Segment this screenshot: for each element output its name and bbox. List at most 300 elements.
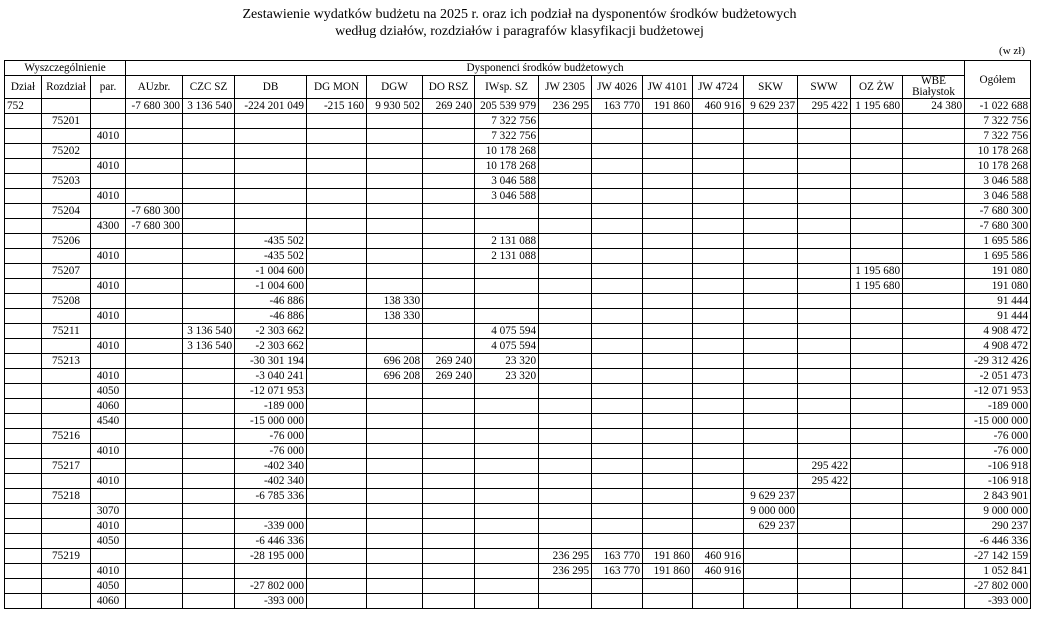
total-cell: 191 080 [965,279,1031,294]
value-cell [539,444,592,459]
value-cell [367,504,423,519]
value-cell [851,144,903,159]
value-cell [851,294,903,309]
value-cell [367,534,423,549]
value-cell [903,459,965,474]
value-cell [903,279,965,294]
value-cell [475,399,539,414]
value-cell [851,204,903,219]
value-cell [235,504,307,519]
value-cell: -435 502 [235,234,307,249]
value-cell [903,204,965,219]
rozdzial-cell [42,219,91,234]
value-cell [307,189,367,204]
total-cell: -29 312 426 [965,354,1031,369]
value-cell [423,519,475,534]
value-cell [183,354,235,369]
paragraph-cell [91,204,126,219]
value-cell [851,189,903,204]
value-cell [592,114,643,129]
value-cell [539,264,592,279]
table-row [5,429,1031,444]
value-cell [851,309,903,324]
rozdzial-cell [42,594,91,609]
value-cell [592,444,643,459]
dzial-cell [5,414,42,429]
dispenser-header: OZ ŻW [851,76,903,99]
value-cell [693,414,744,429]
value-cell [183,159,235,174]
dzial-cell: 752 [5,99,42,114]
value-cell [592,219,643,234]
table-header [5,61,1031,99]
total-cell: -1 022 688 [965,99,1031,114]
value-cell [798,384,851,399]
value-cell [307,414,367,429]
value-cell [475,474,539,489]
value-cell [126,474,183,489]
table-body [5,99,1031,609]
value-cell: 295 422 [798,459,851,474]
value-cell [183,309,235,324]
value-cell [592,459,643,474]
dzial-cell [5,234,42,249]
value-cell: 191 860 [643,549,693,564]
value-cell [592,414,643,429]
rozdzial-cell [42,564,91,579]
paragraph-cell: 4010 [91,444,126,459]
value-cell [744,549,798,564]
total-cell: 3 046 588 [965,189,1031,204]
table-row [5,594,1031,609]
value-cell [903,264,965,279]
value-cell: 1 195 680 [851,264,903,279]
rozdzial-cell [42,369,91,384]
value-cell [744,234,798,249]
value-cell [183,234,235,249]
value-cell [744,354,798,369]
value-cell [903,309,965,324]
value-cell [592,294,643,309]
value-cell [643,324,693,339]
table-row [5,534,1031,549]
value-cell [851,399,903,414]
value-cell [744,264,798,279]
value-cell [235,144,307,159]
total-cell: -12 071 953 [965,384,1031,399]
value-cell [539,189,592,204]
value-cell: 3 136 540 [183,324,235,339]
value-cell [423,474,475,489]
value-cell [307,294,367,309]
value-cell [183,204,235,219]
value-cell [475,279,539,294]
value-cell [423,159,475,174]
value-cell: 7 322 756 [475,114,539,129]
value-cell [307,339,367,354]
table-row [5,309,1031,324]
value-cell [539,159,592,174]
value-cell [126,579,183,594]
value-cell [235,564,307,579]
value-cell [126,549,183,564]
value-cell [851,549,903,564]
value-cell: 236 295 [539,99,592,114]
value-cell [539,144,592,159]
value-cell [126,174,183,189]
value-cell [423,594,475,609]
paragraph-cell: 4060 [91,594,126,609]
value-cell [539,324,592,339]
value-cell [903,339,965,354]
value-cell [183,579,235,594]
paragraph-cell [91,234,126,249]
value-cell: 191 860 [643,564,693,579]
table-row [5,519,1031,534]
dzial-cell [5,144,42,159]
value-cell [744,294,798,309]
total-cell: -7 680 300 [965,204,1031,219]
value-cell [592,189,643,204]
dispenser-header: IWsp. SZ [475,76,539,99]
header-row-1 [5,61,1031,76]
dzial-cell [5,264,42,279]
total-cell: 1 695 586 [965,249,1031,264]
value-cell: 10 178 268 [475,144,539,159]
value-cell [798,279,851,294]
value-cell [367,249,423,264]
table-row [5,249,1031,264]
value-cell [592,474,643,489]
value-cell [693,189,744,204]
value-cell: -15 000 000 [235,414,307,429]
value-cell [903,504,965,519]
value-cell [592,429,643,444]
value-cell [126,264,183,279]
value-cell: 3 136 540 [183,339,235,354]
value-cell [126,489,183,504]
rozdzial-cell: 75208 [42,294,91,309]
value-cell [592,129,643,144]
value-cell [475,294,539,309]
value-cell [643,279,693,294]
value-cell: -7 680 300 [126,219,183,234]
value-cell [903,129,965,144]
value-cell [307,369,367,384]
value-cell: -402 340 [235,459,307,474]
value-cell [903,399,965,414]
value-cell [851,594,903,609]
value-cell [307,144,367,159]
value-cell [307,114,367,129]
value-cell [592,249,643,264]
value-cell [592,279,643,294]
value-cell: 2 131 088 [475,234,539,249]
value-cell [539,114,592,129]
value-cell [539,459,592,474]
value-cell [423,444,475,459]
value-cell [307,579,367,594]
dzial-cell [5,504,42,519]
value-cell [851,564,903,579]
value-cell [539,399,592,414]
value-cell [903,384,965,399]
value-cell [693,579,744,594]
value-cell [126,459,183,474]
value-cell [851,219,903,234]
value-cell [903,429,965,444]
value-cell: -2 303 662 [235,339,307,354]
unit-label: (w zł) [999,45,1025,57]
value-cell [744,594,798,609]
value-cell: 138 330 [367,309,423,324]
value-cell [643,474,693,489]
value-cell [126,519,183,534]
value-cell [592,309,643,324]
dzial-cell [5,579,42,594]
value-cell [367,384,423,399]
value-cell [592,159,643,174]
value-cell [367,159,423,174]
value-cell [903,189,965,204]
value-cell [592,204,643,219]
value-cell [592,504,643,519]
paragraph-cell [91,114,126,129]
value-cell [367,234,423,249]
value-cell [643,204,693,219]
value-cell: -30 301 194 [235,354,307,369]
total-cell: -106 918 [965,474,1031,489]
value-cell [744,474,798,489]
spec-header: Wyszczególnienie [5,61,126,76]
value-cell [307,489,367,504]
title-line-2: według działów, rozdziałów i paragrafów klasyfikacji budżetowej [335,24,704,39]
value-cell [367,189,423,204]
value-cell [183,174,235,189]
value-cell [643,219,693,234]
value-cell [126,369,183,384]
dzial-cell [5,294,42,309]
title-line-1: Zestawienie wydatków budżetu na 2025 r. oraz ich podział na dysponentów środków budżetowych [242,7,797,22]
value-cell [235,114,307,129]
value-cell: -46 886 [235,294,307,309]
dzial-cell [5,534,42,549]
value-cell [643,534,693,549]
value-cell [693,459,744,474]
value-cell [235,219,307,234]
value-cell [592,174,643,189]
value-cell [367,399,423,414]
value-cell [851,159,903,174]
value-cell [235,129,307,144]
value-cell [693,234,744,249]
value-cell [183,369,235,384]
value-cell [423,489,475,504]
value-cell [539,294,592,309]
paragraph-cell: 4010 [91,474,126,489]
value-cell: 3 046 588 [475,189,539,204]
total-header: Ogółem [965,61,1031,99]
table-row [5,324,1031,339]
value-cell [643,114,693,129]
value-cell [235,174,307,189]
paragraph-cell [91,144,126,159]
value-cell [851,474,903,489]
rozdzial-cell [42,189,91,204]
value-cell [903,534,965,549]
table-row [5,384,1031,399]
value-cell [693,384,744,399]
value-cell [475,459,539,474]
paragraph-cell: 4540 [91,414,126,429]
value-cell [744,429,798,444]
value-cell: -12 071 953 [235,384,307,399]
value-cell [423,294,475,309]
value-cell [183,549,235,564]
value-cell [367,459,423,474]
value-cell [643,294,693,309]
value-cell [475,519,539,534]
dispenser-header: DO RSZ [423,76,475,99]
value-cell [367,414,423,429]
value-cell [798,174,851,189]
paragraph-cell: 4010 [91,519,126,534]
total-cell: 191 080 [965,264,1031,279]
rozdzial-cell: 75207 [42,264,91,279]
value-cell [903,324,965,339]
value-cell [307,444,367,459]
value-cell [307,249,367,264]
dispenser-header: DGW [367,76,423,99]
value-cell: -402 340 [235,474,307,489]
value-cell [592,519,643,534]
value-cell [539,354,592,369]
dzial-cell [5,354,42,369]
table-row [5,234,1031,249]
value-cell [798,159,851,174]
value-cell [423,144,475,159]
value-cell: -3 040 241 [235,369,307,384]
dzial-cell [5,189,42,204]
value-cell [423,189,475,204]
value-cell [903,594,965,609]
value-cell [539,414,592,429]
value-cell [851,354,903,369]
paragraph-cell [91,489,126,504]
total-cell: -189 000 [965,399,1031,414]
value-cell [126,114,183,129]
value-cell: 4 075 594 [475,339,539,354]
value-cell [126,339,183,354]
total-cell: 4 908 472 [965,324,1031,339]
value-cell [744,534,798,549]
value-cell [643,579,693,594]
value-cell [367,129,423,144]
value-cell [126,144,183,159]
value-cell: 295 422 [798,474,851,489]
value-cell [798,219,851,234]
value-cell [126,384,183,399]
value-cell [126,159,183,174]
value-cell [183,459,235,474]
value-cell [307,594,367,609]
value-cell [693,279,744,294]
value-cell [183,444,235,459]
value-cell [307,399,367,414]
value-cell [307,309,367,324]
table-row [5,264,1031,279]
value-cell [851,234,903,249]
value-cell: -339 000 [235,519,307,534]
table-row [5,444,1031,459]
rozdzial-cell [42,519,91,534]
value-cell [307,324,367,339]
rozdzial-cell: 75206 [42,234,91,249]
paragraph-cell: 4010 [91,159,126,174]
value-cell [693,144,744,159]
total-cell: 1 052 841 [965,564,1031,579]
value-cell [693,519,744,534]
table-row [5,129,1031,144]
value-cell [307,429,367,444]
value-cell [423,114,475,129]
value-cell [592,384,643,399]
value-cell [475,489,539,504]
value-cell [744,129,798,144]
value-cell [367,114,423,129]
total-cell: 91 444 [965,309,1031,324]
value-cell [744,564,798,579]
rozdzial-cell [42,579,91,594]
value-cell [798,339,851,354]
table-row [5,99,1031,114]
value-cell [423,429,475,444]
rozdzial-cell: 75218 [42,489,91,504]
paragraph-cell: 4050 [91,534,126,549]
value-cell [643,144,693,159]
value-cell [423,174,475,189]
value-cell [307,264,367,279]
value-cell [475,504,539,519]
value-cell [126,234,183,249]
value-cell [903,219,965,234]
value-cell [126,429,183,444]
value-cell [592,489,643,504]
value-cell [126,129,183,144]
value-cell [643,249,693,264]
value-cell [643,354,693,369]
rozdzial-cell [42,534,91,549]
value-cell [851,174,903,189]
rozdzial-header: Rozdział [42,76,91,99]
value-cell [307,204,367,219]
dispenser-header: WBE Białystok [903,76,965,99]
value-cell [423,459,475,474]
value-cell [903,249,965,264]
table-row [5,369,1031,384]
value-cell [475,414,539,429]
rozdzial-cell [42,159,91,174]
dispenser-header: AUzbr. [126,76,183,99]
value-cell [539,129,592,144]
value-cell [643,129,693,144]
value-cell [126,249,183,264]
value-cell [744,444,798,459]
value-cell: -7 680 300 [126,99,183,114]
value-cell [592,234,643,249]
value-cell [126,399,183,414]
table-row [5,144,1031,159]
